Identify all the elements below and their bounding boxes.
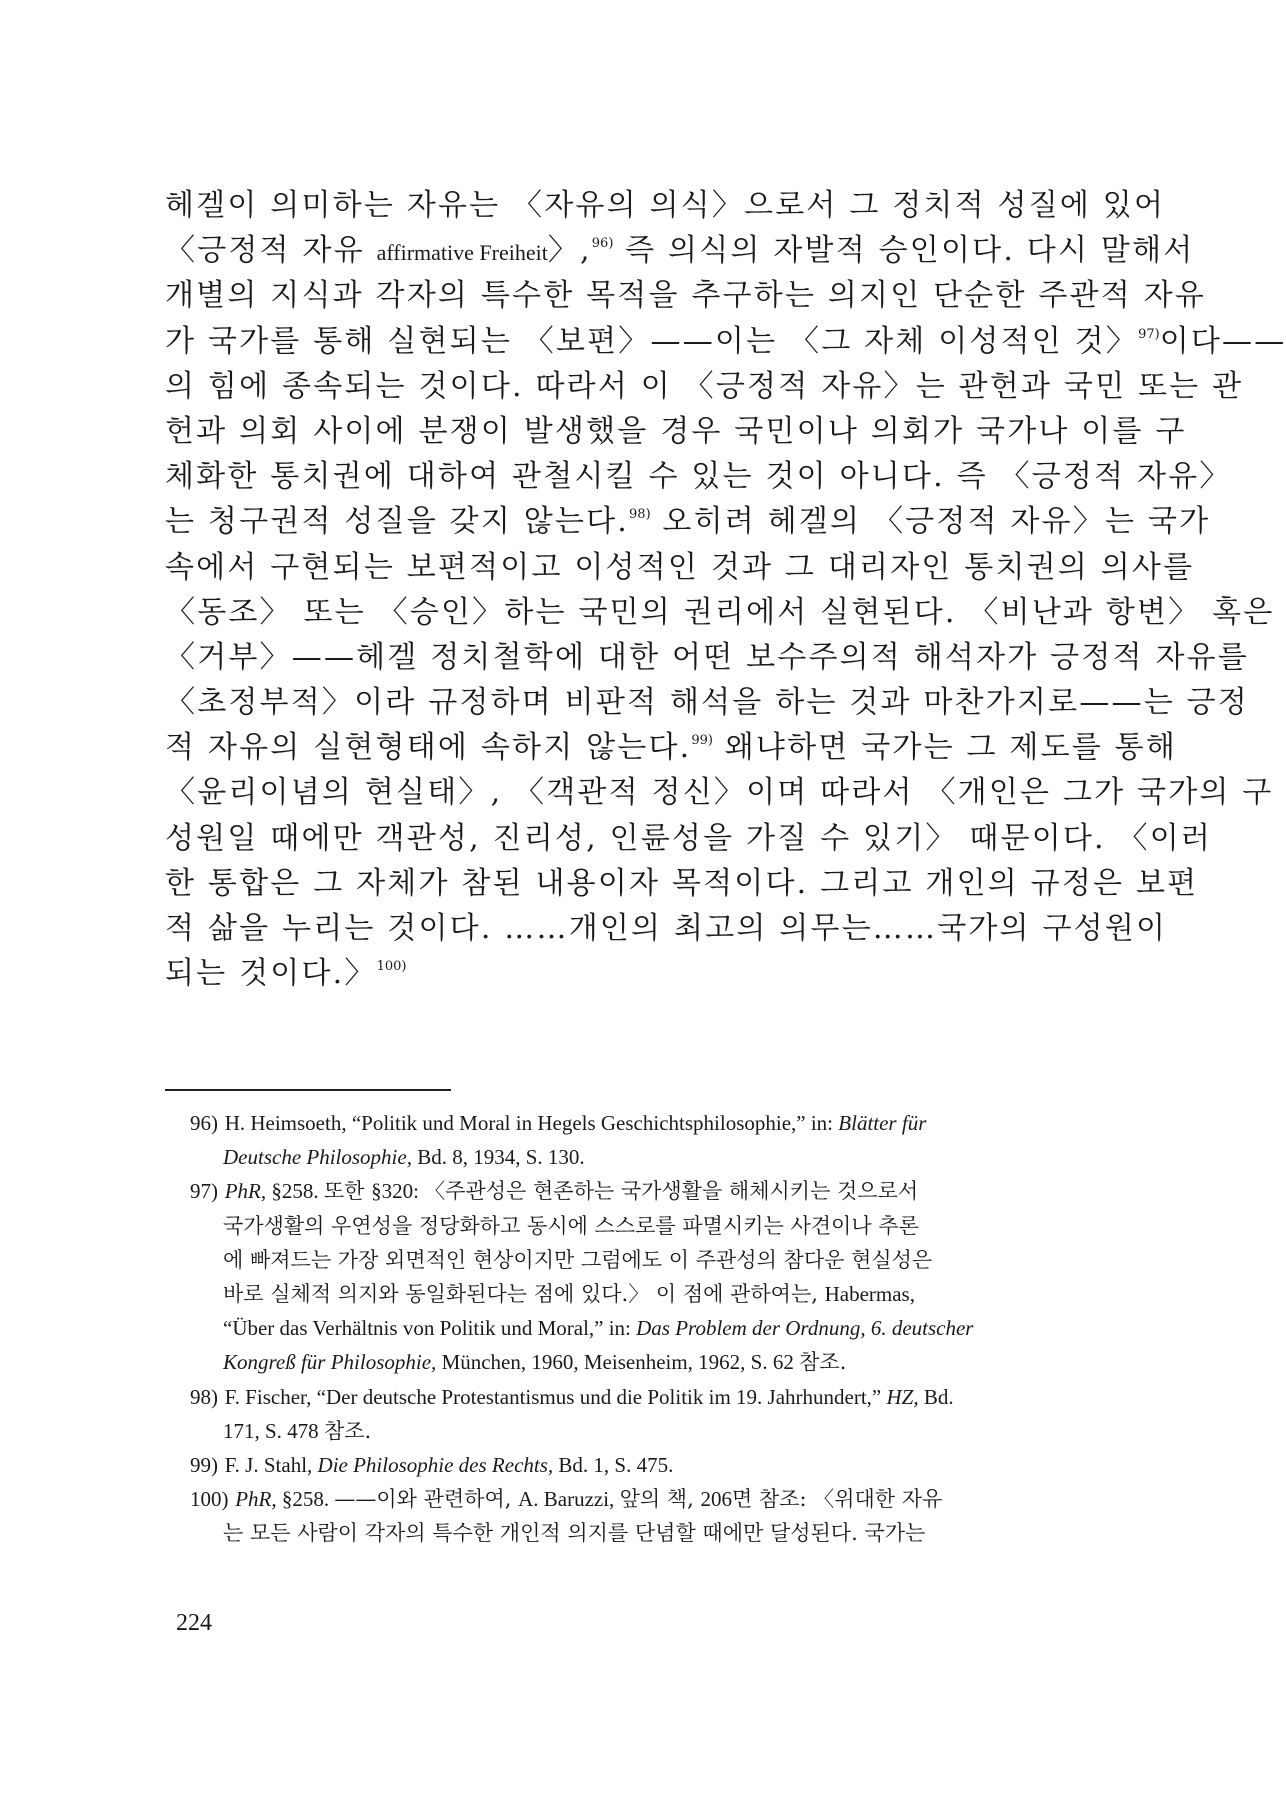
text-line	[165, 770, 1274, 815]
text-run: 〈긍정적 자유	[165, 233, 377, 269]
latin-run: §320:	[371, 1179, 425, 1204]
latin-run: Bd. 8, 1934, S. 130.	[411, 1145, 585, 1170]
text-line	[165, 228, 1195, 273]
text-run: 〈주관성은 현존하는 국가생활을 해체시키는 것으로서	[424, 1179, 919, 1204]
text-run: 바로 실체적 의지와 동일화된다는 점에 있다.〉 이 점에 관하여는,	[223, 1281, 825, 1306]
text-run: 속에서 구현되는 보편적이고 이성적인 것과 그 대리자인 통치권의 의사를	[165, 549, 1195, 585]
text-run: 또한	[323, 1179, 372, 1204]
footnote-line	[190, 1311, 1060, 1345]
footnote	[190, 1448, 1060, 1482]
text-run: 에 빠져드는 가장 외면적인 현상이지만 그럼에도 이 주관성의 참다운 현실성은	[223, 1247, 933, 1272]
text-run: 왜냐하면 국가는 그 제도를 통해	[713, 730, 1178, 766]
footnote-line	[190, 1345, 1060, 1379]
italic-run: Kongreß für Philosophie,	[223, 1350, 437, 1375]
latin-run: München, 1960, Meisenheim, 1962, S. 62	[436, 1350, 800, 1375]
text-line	[165, 680, 1249, 725]
footnote-line	[190, 1482, 1060, 1516]
latin-run: A. Baruzzi,	[518, 1487, 620, 1512]
latin-run: H. Heimsoeth, “Politik und Moral in Hegels Geschichtsphilosophie,” in:	[224, 1111, 839, 1135]
latin-run: 206	[700, 1487, 732, 1512]
footnote-line	[190, 1174, 1060, 1208]
text-run: 앞의 책,	[619, 1487, 701, 1512]
text-line	[165, 861, 1199, 906]
footnote-ref: 99)	[691, 733, 714, 749]
text-run: 참조.	[323, 1418, 372, 1443]
text-run: 적 삶을 누리는 것이다. ……개인의 최고의 의무는……국가의 구성원이	[165, 911, 1168, 946]
latin-run: §258.	[276, 1487, 335, 1512]
footnote-ref: 100)	[376, 959, 407, 975]
text-run: 체화한 통치권에 대하여 관철시킬 수 있는 것이 아니다. 즉 〈긍정적 자유〉	[165, 459, 1232, 495]
italic-run: Deutsche Philosophie,	[223, 1145, 412, 1170]
latin-run: 171, S. 478	[223, 1418, 324, 1443]
italic-run: PhR,	[224, 1179, 267, 1204]
italic-run: Blätter für	[838, 1111, 927, 1135]
footnote-line	[190, 1106, 1060, 1140]
latin-run: Habermas,	[824, 1281, 915, 1306]
italic-run: Das Problem der Ordnung, 6. deutscher	[636, 1316, 974, 1341]
text-run: ——이와 관련하여,	[334, 1487, 519, 1512]
text-run: 성원일 때에만 객관성, 진리성, 인륜성을 가질 수 있기〉 때문이다. 〈이러	[165, 820, 1213, 856]
text-run: 〉,	[547, 233, 592, 269]
text-run: 개별의 지식과 각자의 특수한 목적을 추구하는 의지인 단순한 주관적 자유	[165, 278, 1207, 314]
text-line	[165, 454, 1232, 499]
text-run: 는 청구권적 성질을 갖지 않는다.	[165, 504, 630, 540]
footnote-number: 99)	[190, 1452, 218, 1477]
footnote	[190, 1482, 1060, 1550]
text-line	[165, 319, 1286, 364]
text-run: 헌과 의회 사이에 분쟁이 발생했을 경우 국민이나 의회가 국가나 이를 구	[165, 413, 1187, 449]
footnote-number: 98)	[190, 1384, 218, 1409]
footnote-number: 96)	[190, 1111, 218, 1135]
latin-run: F. Fischer, “Der deutsche Protestantismus und die Politik im 19. Jahrhundert,”	[224, 1384, 887, 1409]
footnote-line	[190, 1380, 1060, 1414]
text-run: 국가생활의 우연성을 정당화하고 동시에 스스로를 파멸시키는 사견이나 추론	[223, 1213, 919, 1238]
footnote-line	[190, 1209, 1060, 1243]
footnote	[190, 1380, 1060, 1448]
page-number: 224	[176, 1610, 212, 1636]
text-run: 되는 것이다.〉	[165, 956, 377, 992]
text-run: 이다——	[1159, 323, 1286, 359]
text-line	[165, 635, 1249, 680]
footnote-line	[190, 1277, 1060, 1311]
text-run: 적 자유의 실현형태에 속하지 않는다.	[165, 730, 692, 766]
text-run: 즉 의식의 자발적 승인이다. 다시 말해서	[613, 233, 1195, 269]
footnote-ref: 97)	[1138, 326, 1160, 342]
text-run: 오히려 헤겔의 〈긍정적 자유〉는 국가	[650, 504, 1211, 540]
footnote-line	[190, 1140, 1060, 1174]
italic-run: HZ,	[886, 1384, 919, 1409]
footnote-line	[190, 1516, 1060, 1550]
footnote	[190, 1174, 1060, 1379]
latin-run: §258.	[266, 1179, 324, 1204]
text-run: 면 참조: 〈위대한 자유	[731, 1487, 943, 1512]
text-line	[165, 499, 1211, 544]
footnote-number: 100)	[190, 1487, 229, 1512]
footnote-ref: 98)	[629, 507, 651, 523]
footnote-separator	[165, 1089, 451, 1091]
footnote-line	[190, 1414, 1060, 1448]
main-text	[165, 183, 1286, 996]
latin-run: Bd.	[918, 1384, 954, 1409]
footnote-line	[190, 1243, 1060, 1277]
text-line	[165, 816, 1213, 861]
text-run: 의 힘에 종속되는 것이다. 따라서 이 〈긍정적 자유〉는 관헌과 국민 또는 관	[165, 368, 1244, 404]
text-run: 가 국가를 통해 실현되는 〈보편〉——이는 〈그 자체 이성적인 것〉	[165, 323, 1139, 359]
italic-run: PhR,	[235, 1487, 277, 1512]
latin-run: F. J. Stahl,	[224, 1452, 318, 1477]
text-run: 〈윤리이념의 현실태〉, 〈객관적 정신〉이며 따라서 〈개인은 그가 국가의 구	[165, 775, 1274, 811]
latin-run: “Über das Verhältnis von Politik und Moral,” in:	[223, 1316, 637, 1341]
text-line	[165, 906, 1168, 951]
footnote-number: 97)	[190, 1179, 218, 1204]
text-run: 〈거부〉——헤겔 정치철학에 대한 어떤 보수주의적 해석자가 긍정적 자유를	[165, 639, 1249, 675]
text-run: 한 통합은 그 자체가 참된 내용이자 목적이다. 그리고 개인의 규정은 보편	[165, 865, 1199, 901]
footnote-line	[190, 1448, 1060, 1482]
text-line	[165, 725, 1178, 770]
italic-run: Die Philosophie des Rechts,	[317, 1452, 554, 1477]
footnotes	[190, 1106, 1060, 1550]
text-line	[165, 273, 1207, 318]
latin-run: affirmative Freiheit	[376, 240, 548, 266]
text-run: 〈초정부적〉이라 규정하며 비판적 해석을 하는 것과 마찬가지로——는 긍정	[165, 685, 1249, 721]
text-line	[165, 590, 1275, 635]
text-line	[165, 183, 1166, 228]
footnote	[190, 1106, 1060, 1174]
text-line	[165, 951, 1055, 996]
footnote-ref: 96)	[591, 236, 614, 252]
text-run: 헤겔이 의미하는 자유는 〈자유의 의식〉으로서 그 정치적 성질에 있어	[165, 188, 1166, 223]
text-line	[165, 409, 1187, 454]
latin-run: Bd. 1, S. 475.	[553, 1452, 674, 1477]
text-line	[165, 545, 1195, 590]
text-run: 참조.	[799, 1350, 847, 1375]
text-line	[165, 364, 1244, 409]
text-run: 는 모든 사람이 각자의 특수한 개인적 의지를 단념할 때에만 달성된다. 국가는	[223, 1521, 926, 1546]
text-run: 〈동조〉 또는 〈승인〉하는 국민의 권리에서 실현된다. 〈비난과 항변〉 혹은	[165, 594, 1275, 630]
